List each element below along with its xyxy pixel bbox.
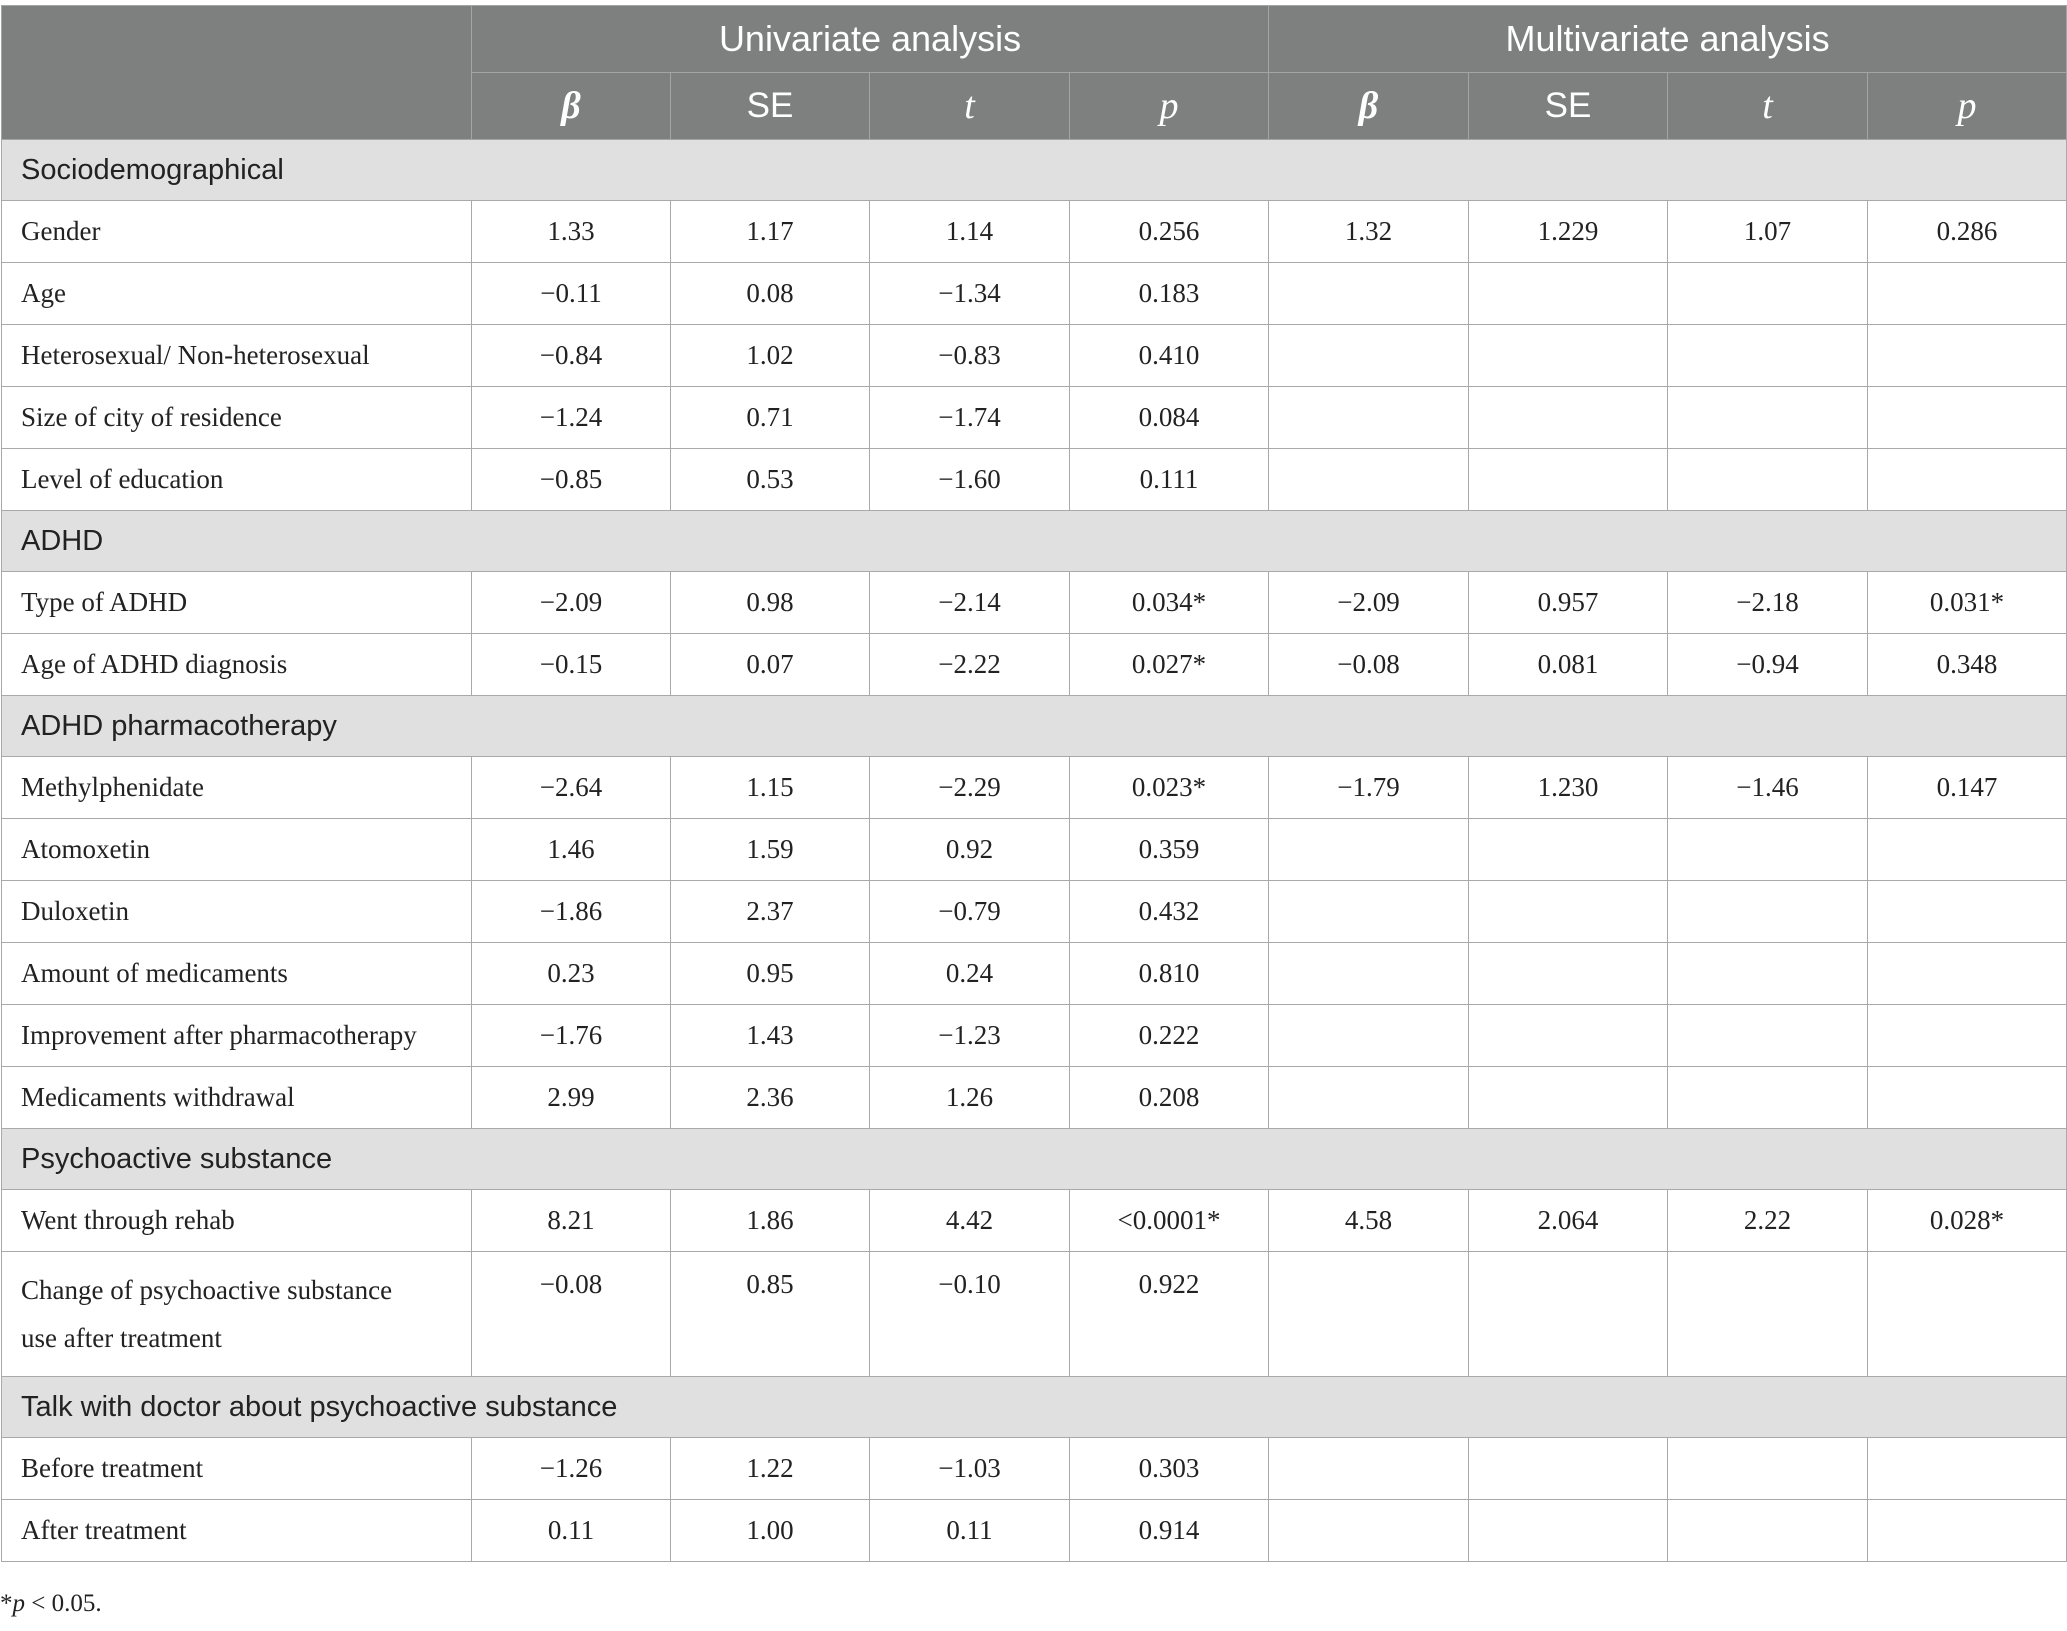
row-label: Size of city of residence bbox=[2, 387, 472, 449]
cell: 1.14 bbox=[870, 201, 1070, 263]
cell: −0.15 bbox=[472, 634, 671, 696]
cell: 0.71 bbox=[671, 387, 870, 449]
footnote-p: p bbox=[12, 1590, 25, 1617]
cell: 0.208 bbox=[1070, 1067, 1269, 1129]
cell: −1.79 bbox=[1269, 757, 1469, 819]
cell: 0.027* bbox=[1070, 634, 1269, 696]
cell: −0.83 bbox=[870, 325, 1070, 387]
cell bbox=[1668, 943, 1868, 1005]
cell: 0.023* bbox=[1070, 757, 1269, 819]
cell bbox=[1269, 1500, 1469, 1562]
cell bbox=[1668, 1005, 1868, 1067]
section-row-adhd-pharmacotherapy bbox=[2, 696, 2067, 757]
row-label: Improvement after pharmacotherapy bbox=[2, 1005, 472, 1067]
cell: −0.10 bbox=[870, 1252, 1070, 1377]
cell: 0.111 bbox=[1070, 449, 1269, 511]
cell: −0.85 bbox=[472, 449, 671, 511]
cell: 1.17 bbox=[671, 201, 870, 263]
table-footnote bbox=[0, 1590, 102, 1618]
section-title: Psychoactive substance bbox=[2, 1129, 2067, 1190]
row-label-line-1: Change of psychoactive substance bbox=[21, 1275, 393, 1305]
cell: 2.37 bbox=[671, 881, 870, 943]
section-title: Talk with doctor about psychoactive substance bbox=[2, 1377, 2067, 1438]
cell: −2.18 bbox=[1668, 572, 1868, 634]
cell bbox=[1469, 263, 1668, 325]
section-title: ADHD bbox=[2, 511, 2067, 572]
cell bbox=[1668, 1438, 1868, 1500]
cell bbox=[1868, 325, 2067, 387]
header-multi-p: p bbox=[1868, 73, 2067, 140]
cell: 0.23 bbox=[472, 943, 671, 1005]
section-row-adhd bbox=[2, 511, 2067, 572]
cell: 0.034* bbox=[1070, 572, 1269, 634]
cell bbox=[1868, 1252, 2067, 1377]
cell: −2.64 bbox=[472, 757, 671, 819]
cell bbox=[1668, 1067, 1868, 1129]
cell: −1.26 bbox=[472, 1438, 671, 1500]
row-label: After treatment bbox=[2, 1500, 472, 1562]
cell: 0.359 bbox=[1070, 819, 1269, 881]
cell: 1.07 bbox=[1668, 201, 1868, 263]
cell: 2.99 bbox=[472, 1067, 671, 1129]
cell bbox=[1269, 387, 1469, 449]
cell bbox=[1668, 387, 1868, 449]
cell: 0.11 bbox=[870, 1500, 1070, 1562]
section-title: ADHD pharmacotherapy bbox=[2, 696, 2067, 757]
row-label: Duloxetin bbox=[2, 881, 472, 943]
cell: −0.84 bbox=[472, 325, 671, 387]
cell bbox=[1469, 943, 1668, 1005]
cell: 0.081 bbox=[1469, 634, 1668, 696]
cell: −1.86 bbox=[472, 881, 671, 943]
cell bbox=[1469, 1500, 1668, 1562]
cell: 1.46 bbox=[472, 819, 671, 881]
cell bbox=[1868, 387, 2067, 449]
row-label: Age bbox=[2, 263, 472, 325]
cell: −0.08 bbox=[1269, 634, 1469, 696]
cell: 0.222 bbox=[1070, 1005, 1269, 1067]
cell: −2.22 bbox=[870, 634, 1070, 696]
cell: 0.084 bbox=[1070, 387, 1269, 449]
cell: 0.24 bbox=[870, 943, 1070, 1005]
cell bbox=[1469, 1005, 1668, 1067]
cell bbox=[1469, 819, 1668, 881]
cell bbox=[1469, 1067, 1668, 1129]
cell: 0.256 bbox=[1070, 201, 1269, 263]
cell bbox=[1868, 449, 2067, 511]
cell: 0.303 bbox=[1070, 1438, 1269, 1500]
row-label: Medicaments withdrawal bbox=[2, 1067, 472, 1129]
row-label: Amount of medicaments bbox=[2, 943, 472, 1005]
cell bbox=[1269, 881, 1469, 943]
cell: 1.43 bbox=[671, 1005, 870, 1067]
cell bbox=[1668, 1500, 1868, 1562]
cell bbox=[1469, 387, 1668, 449]
results-table bbox=[1, 5, 2067, 1562]
cell: 2.22 bbox=[1668, 1190, 1868, 1252]
cell bbox=[1668, 449, 1868, 511]
header-uni-t: t bbox=[870, 73, 1070, 140]
cell bbox=[1868, 1005, 2067, 1067]
cell bbox=[1269, 943, 1469, 1005]
section-row-sociodemographical bbox=[2, 140, 2067, 201]
cell bbox=[1868, 943, 2067, 1005]
cell bbox=[1868, 819, 2067, 881]
row-label: Heterosexual/ Non-heterosexual bbox=[2, 325, 472, 387]
header-multivariate: Multivariate analysis bbox=[1269, 6, 2067, 73]
cell: 1.59 bbox=[671, 819, 870, 881]
header-multi-se: SE bbox=[1469, 73, 1668, 140]
footnote-text: < 0.05. bbox=[25, 1590, 102, 1617]
cell bbox=[1868, 1067, 2067, 1129]
cell: 0.957 bbox=[1469, 572, 1668, 634]
row-label: Went through rehab bbox=[2, 1190, 472, 1252]
cell bbox=[1868, 263, 2067, 325]
cell: 0.92 bbox=[870, 819, 1070, 881]
cell: 0.07 bbox=[671, 634, 870, 696]
cell: 0.031* bbox=[1868, 572, 2067, 634]
cell: −0.79 bbox=[870, 881, 1070, 943]
cell: 0.98 bbox=[671, 572, 870, 634]
table-row bbox=[2, 757, 2067, 819]
cell bbox=[1269, 819, 1469, 881]
cell: −1.24 bbox=[472, 387, 671, 449]
cell bbox=[1668, 325, 1868, 387]
header-multi-beta: β bbox=[1269, 73, 1469, 140]
table-row bbox=[2, 449, 2067, 511]
cell: 0.810 bbox=[1070, 943, 1269, 1005]
cell: 0.286 bbox=[1868, 201, 2067, 263]
cell bbox=[1668, 819, 1868, 881]
cell bbox=[1269, 449, 1469, 511]
cell: 2.064 bbox=[1469, 1190, 1668, 1252]
cell: 1.26 bbox=[870, 1067, 1070, 1129]
cell: 8.21 bbox=[472, 1190, 671, 1252]
cell: −0.94 bbox=[1668, 634, 1868, 696]
row-label: Methylphenidate bbox=[2, 757, 472, 819]
cell: 0.410 bbox=[1070, 325, 1269, 387]
cell: 0.95 bbox=[671, 943, 870, 1005]
row-label-line-2: use after treatment bbox=[21, 1323, 222, 1353]
table-row bbox=[2, 263, 2067, 325]
table-row bbox=[2, 634, 2067, 696]
header-univariate: Univariate analysis bbox=[472, 6, 1269, 73]
cell: 1.32 bbox=[1269, 201, 1469, 263]
cell: 1.33 bbox=[472, 201, 671, 263]
cell bbox=[1668, 1252, 1868, 1377]
cell bbox=[1868, 1438, 2067, 1500]
section-row-talk-with-doctor bbox=[2, 1377, 2067, 1438]
cell: 0.922 bbox=[1070, 1252, 1269, 1377]
cell bbox=[1469, 325, 1668, 387]
header-uni-se: SE bbox=[671, 73, 870, 140]
table-row bbox=[2, 572, 2067, 634]
table-row bbox=[2, 1500, 2067, 1562]
cell: −0.08 bbox=[472, 1252, 671, 1377]
row-label: Before treatment bbox=[2, 1438, 472, 1500]
cell: 0.348 bbox=[1868, 634, 2067, 696]
table-row bbox=[2, 943, 2067, 1005]
cell: 4.42 bbox=[870, 1190, 1070, 1252]
cell: 0.147 bbox=[1868, 757, 2067, 819]
cell: −1.74 bbox=[870, 387, 1070, 449]
cell: 1.230 bbox=[1469, 757, 1668, 819]
table-row bbox=[2, 1005, 2067, 1067]
cell bbox=[1269, 1252, 1469, 1377]
cell: 0.11 bbox=[472, 1500, 671, 1562]
cell bbox=[1269, 1438, 1469, 1500]
table-row bbox=[2, 819, 2067, 881]
cell: −1.76 bbox=[472, 1005, 671, 1067]
cell: −1.03 bbox=[870, 1438, 1070, 1500]
cell: 0.028* bbox=[1868, 1190, 2067, 1252]
cell: −2.09 bbox=[472, 572, 671, 634]
cell: 0.53 bbox=[671, 449, 870, 511]
cell: −2.29 bbox=[870, 757, 1070, 819]
cell bbox=[1868, 1500, 2067, 1562]
cell: −2.09 bbox=[1269, 572, 1469, 634]
header-row-groups bbox=[2, 6, 2067, 73]
table-row bbox=[2, 1190, 2067, 1252]
cell bbox=[1269, 325, 1469, 387]
section-title: Sociodemographical bbox=[2, 140, 2067, 201]
cell: 0.85 bbox=[671, 1252, 870, 1377]
header-multi-t: t bbox=[1668, 73, 1868, 140]
cell bbox=[1269, 263, 1469, 325]
cell: −1.46 bbox=[1668, 757, 1868, 819]
cell: −1.34 bbox=[870, 263, 1070, 325]
cell: 0.08 bbox=[671, 263, 870, 325]
table-row bbox=[2, 1252, 2067, 1377]
cell bbox=[1469, 881, 1668, 943]
table-row bbox=[2, 881, 2067, 943]
cell: 0.183 bbox=[1070, 263, 1269, 325]
table-row bbox=[2, 325, 2067, 387]
table-row bbox=[2, 1438, 2067, 1500]
cell: 1.00 bbox=[671, 1500, 870, 1562]
cell: −2.14 bbox=[870, 572, 1070, 634]
header-empty-cell bbox=[2, 6, 472, 140]
cell: <0.0001* bbox=[1070, 1190, 1269, 1252]
cell: 1.22 bbox=[671, 1438, 870, 1500]
row-label: Age of ADHD diagnosis bbox=[2, 634, 472, 696]
cell: 1.02 bbox=[671, 325, 870, 387]
row-label: Gender bbox=[2, 201, 472, 263]
row-label bbox=[2, 1252, 472, 1377]
cell bbox=[1469, 1252, 1668, 1377]
cell: 0.432 bbox=[1070, 881, 1269, 943]
cell: −1.23 bbox=[870, 1005, 1070, 1067]
table-row bbox=[2, 201, 2067, 263]
table-row bbox=[2, 1067, 2067, 1129]
cell: −0.11 bbox=[472, 263, 671, 325]
cell bbox=[1469, 1438, 1668, 1500]
header-uni-p: p bbox=[1070, 73, 1269, 140]
cell: 0.914 bbox=[1070, 1500, 1269, 1562]
footnote-star: * bbox=[0, 1590, 13, 1617]
row-label: Level of education bbox=[2, 449, 472, 511]
cell: 1.15 bbox=[671, 757, 870, 819]
row-label: Atomoxetin bbox=[2, 819, 472, 881]
section-row-psychoactive-substance bbox=[2, 1129, 2067, 1190]
cell: 2.36 bbox=[671, 1067, 870, 1129]
cell: 4.58 bbox=[1269, 1190, 1469, 1252]
cell: 1.86 bbox=[671, 1190, 870, 1252]
cell: 1.229 bbox=[1469, 201, 1668, 263]
table-row bbox=[2, 387, 2067, 449]
cell bbox=[1868, 881, 2067, 943]
cell bbox=[1668, 263, 1868, 325]
cell bbox=[1269, 1005, 1469, 1067]
cell bbox=[1469, 449, 1668, 511]
cell bbox=[1269, 1067, 1469, 1129]
cell: −1.60 bbox=[870, 449, 1070, 511]
cell bbox=[1668, 881, 1868, 943]
row-label: Type of ADHD bbox=[2, 572, 472, 634]
header-uni-beta: β bbox=[472, 73, 671, 140]
